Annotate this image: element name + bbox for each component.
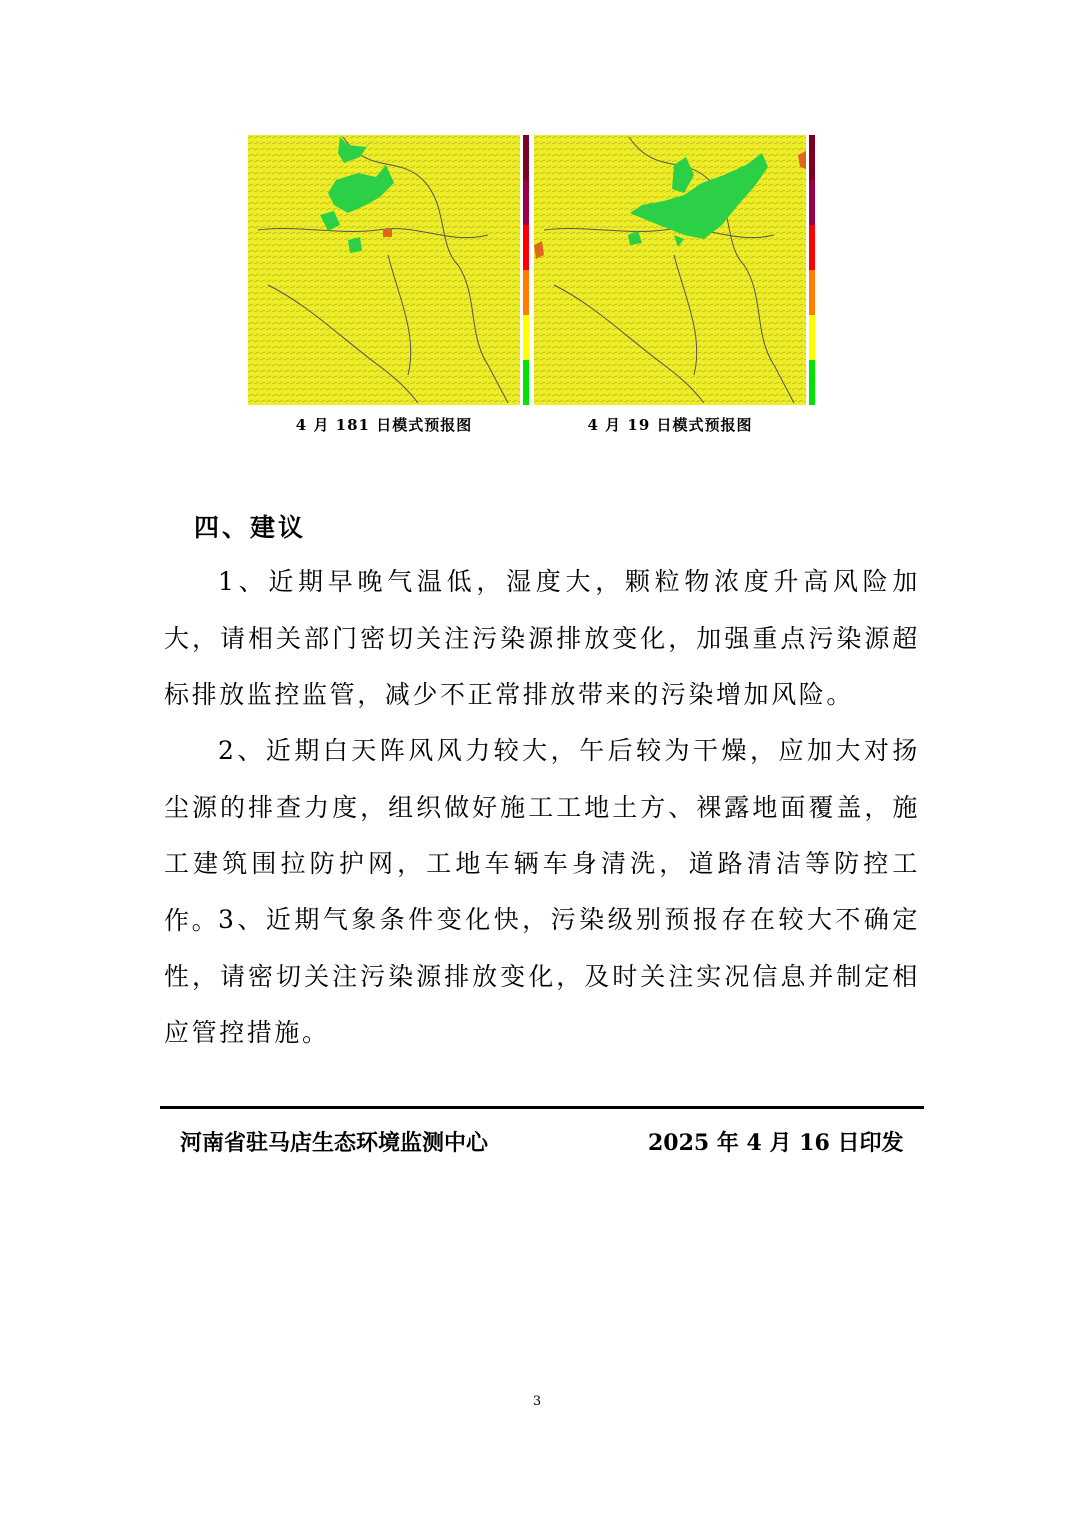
legend-swatch-6 bbox=[523, 360, 529, 405]
legend-swatch-4 bbox=[523, 270, 529, 315]
legend-swatch-5 bbox=[523, 315, 529, 360]
legend-swatch-4 bbox=[809, 270, 815, 315]
legend-swatch-1 bbox=[809, 135, 815, 180]
legend-swatch-1 bbox=[523, 135, 529, 180]
paragraph-1: 1、近期早晚气温低，湿度大，颗粒物浓度升高风险加大，请相关部门密切关注污染源排放变化，加强重点污染源超标排放监控监管，减少不正常排放带来的污染增加风险。 bbox=[164, 567, 920, 709]
legend-swatch-2 bbox=[809, 180, 815, 225]
page-number: 3 bbox=[532, 1394, 542, 1409]
legend-swatch-6 bbox=[809, 360, 815, 405]
figure-caption-1: 4 月 181 日模式预报图 bbox=[295, 416, 473, 434]
issuer-name: 河南省驻马店生态环境监测中心 bbox=[180, 1130, 489, 1156]
footer-divider bbox=[160, 1106, 924, 1109]
forecast-map-2 bbox=[534, 135, 819, 407]
legend-swatch-3 bbox=[523, 225, 529, 270]
legend-swatch-3 bbox=[809, 225, 815, 270]
issue-date: 2025 年 4 月 16 日印发 bbox=[648, 1130, 904, 1156]
legend-swatch-2 bbox=[523, 180, 529, 225]
figure-caption-2: 4 月 19 日模式预报图 bbox=[587, 416, 753, 434]
paragraph-3: 3、近期气象条件变化快，污染级别预报存在较大不确定性，请密切关注污染源排放变化，及时关注实况信息并制定相应管控措施。 bbox=[164, 905, 920, 1047]
legend-swatch-5 bbox=[809, 315, 815, 360]
section-heading: 四、建议 bbox=[194, 513, 307, 542]
forecast-map-1 bbox=[248, 135, 533, 407]
paragraph-2: 2、近期白天阵风风力较大，午后较为干燥，应加大对扬尘源的排查力度，组织做好施工工地土方、裸露地面覆盖，施工建筑围拉防护网，工地车辆车身清洗，道路清洁等防控工作。 bbox=[164, 736, 920, 935]
